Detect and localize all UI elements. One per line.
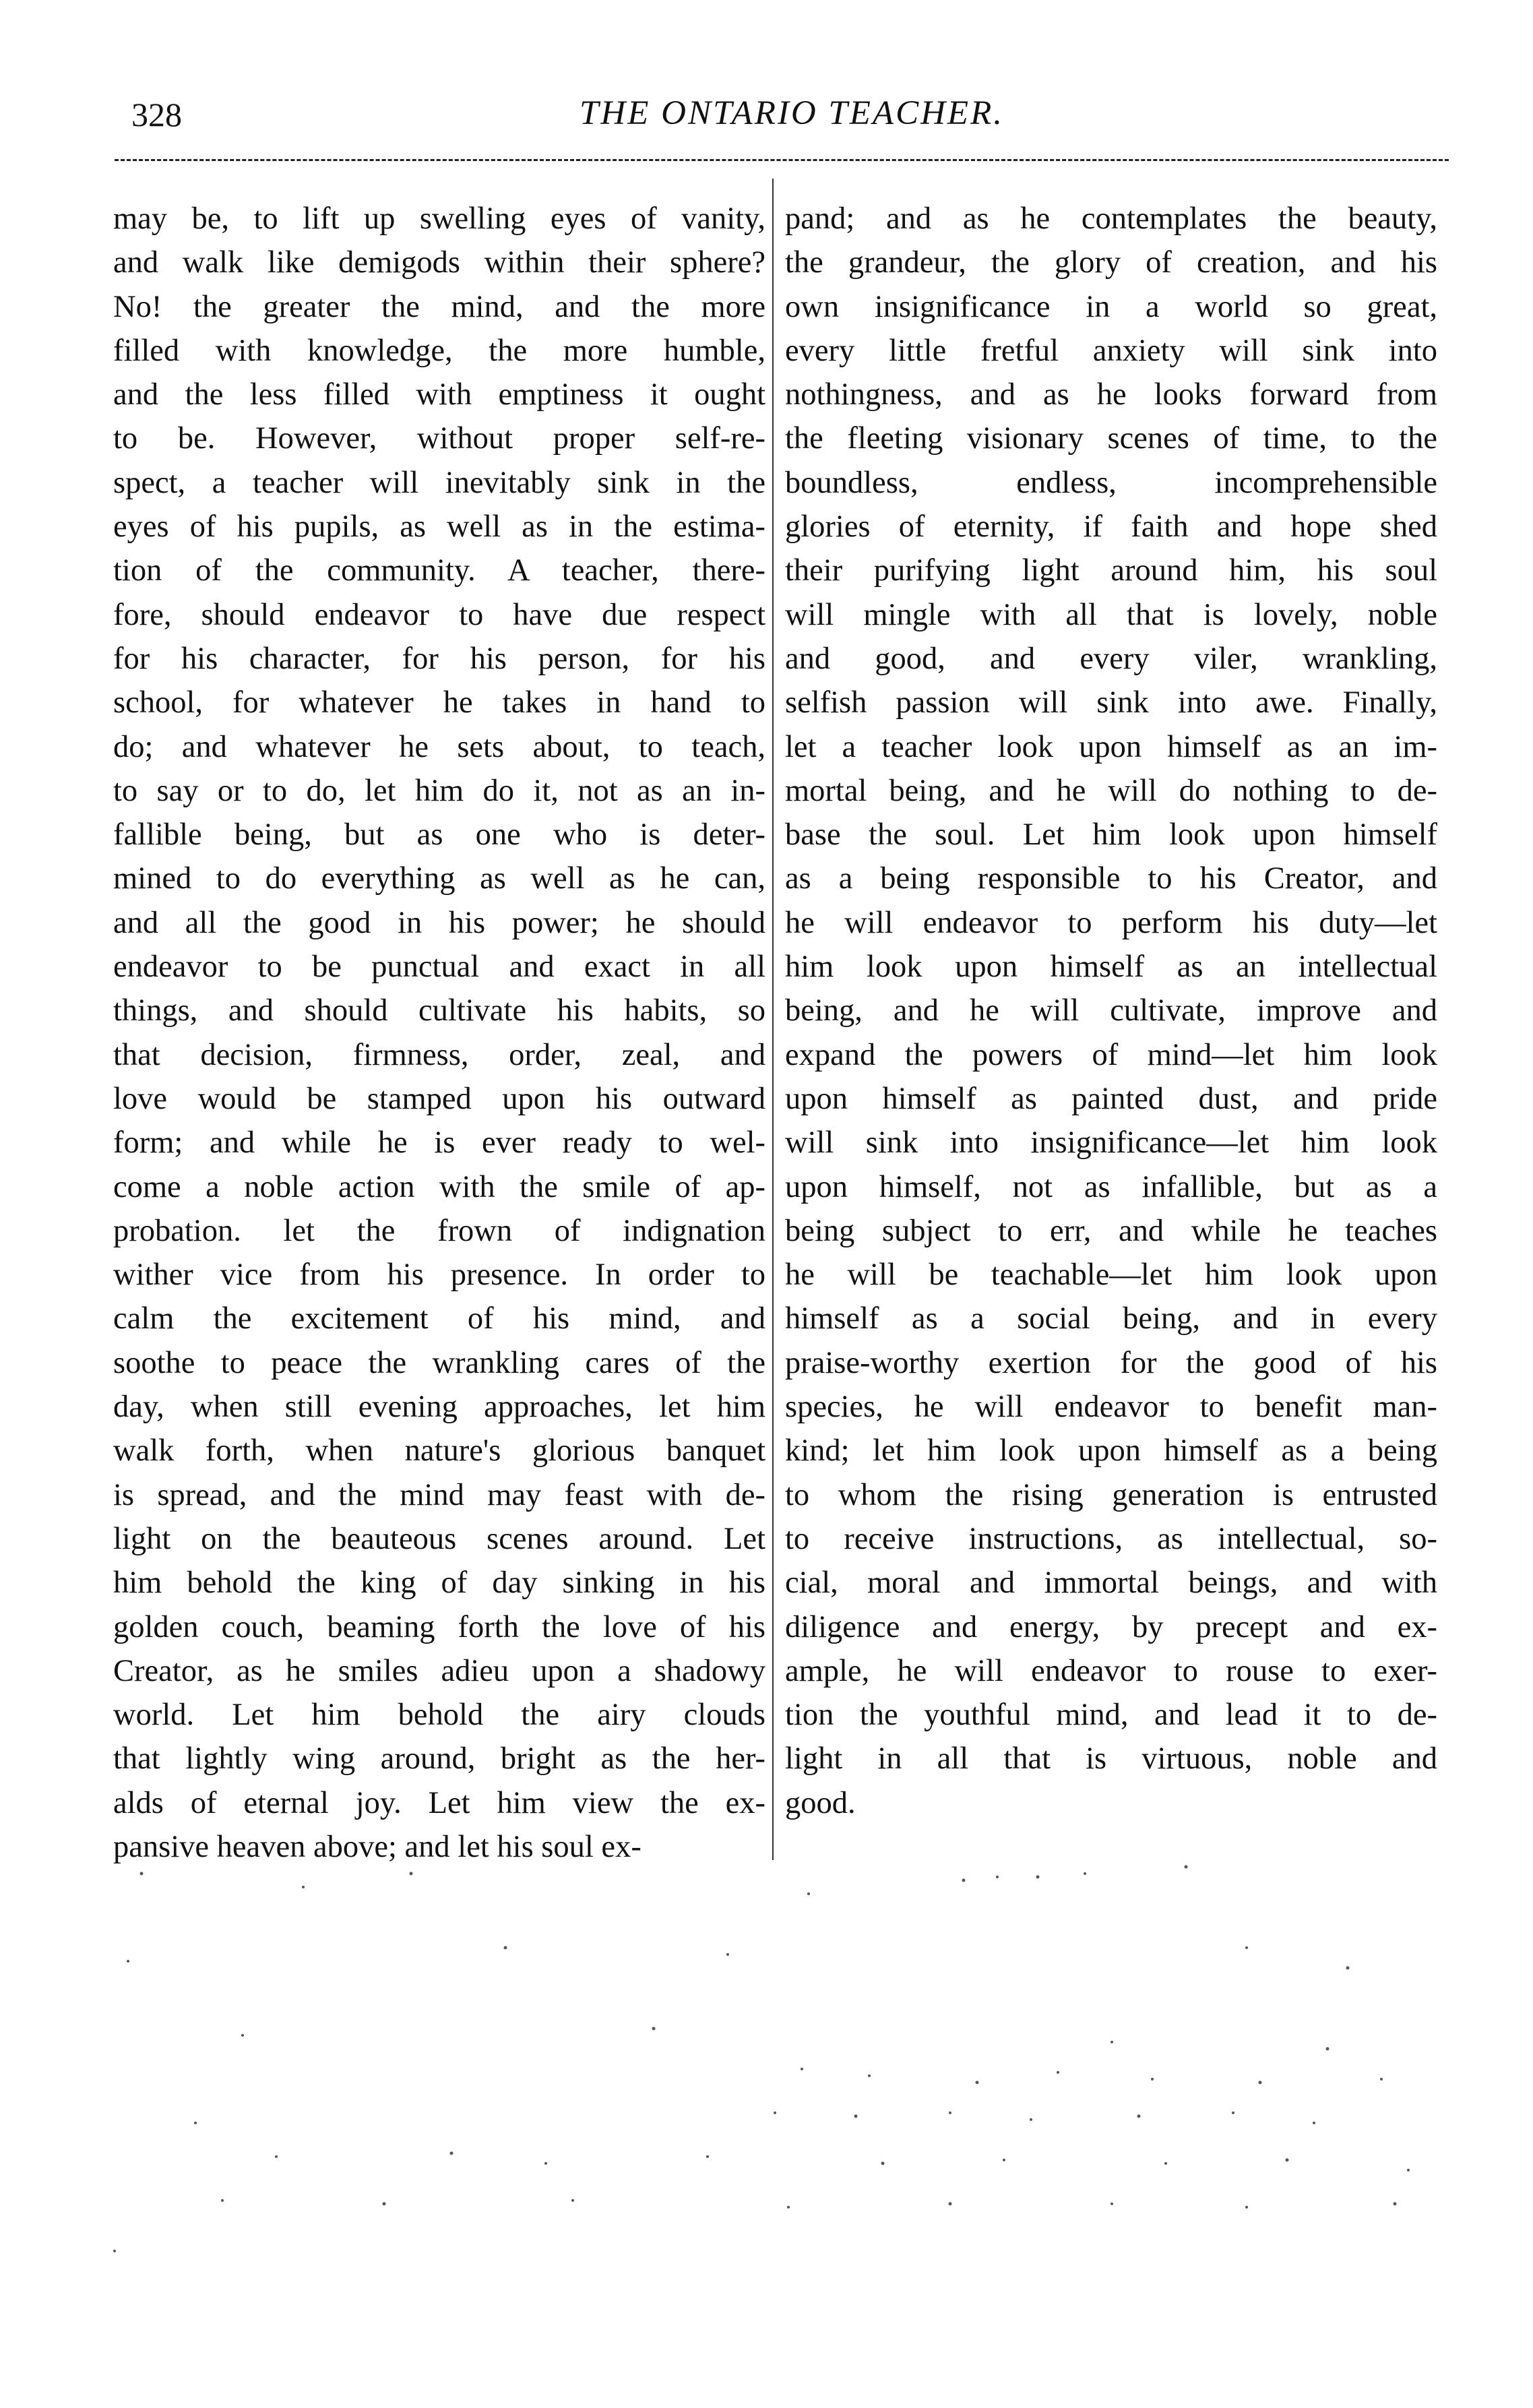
text-line: fallible being, but as one who is deter- — [113, 817, 765, 853]
right-text-column — [785, 197, 1437, 1825]
text-line: calm the excitement of his mind, and — [113, 1301, 765, 1336]
text-line: glories of eternity, if faith and hope shed — [785, 510, 1437, 545]
header-rule — [115, 159, 1449, 161]
text-line: pand; and as he contemplates the beauty, — [785, 202, 1437, 236]
text-line: wither vice from his presence. In order to — [113, 1258, 765, 1293]
text-line: cial, moral and immortal beings, and with — [785, 1566, 1437, 1601]
text-line: and walk like demigods within their sphere? — [113, 245, 765, 280]
text-line: to say or to do, let him do it, not as an in- — [113, 773, 765, 808]
text-line: eyes of his pupils, as well as in the estima- — [113, 510, 765, 545]
text-line: praise-worthy exertion for the good of his — [785, 1345, 1437, 1380]
text-line: expand the powers of mind—let him look — [785, 1037, 1437, 1072]
text-line: him look upon himself as an intellectual — [785, 950, 1437, 985]
text-line: will sink into insignificance—let him look — [785, 1125, 1437, 1161]
text-line: himself as a social being, and in every — [785, 1301, 1437, 1336]
text-line: for his character, for his person, for his — [113, 641, 765, 676]
text-line: alds of eternal joy. Let him view the ex- — [113, 1785, 765, 1820]
text-line: spect, a teacher will inevitably sink in the — [113, 465, 765, 500]
text-line: and the less filled with emptiness it ought — [113, 377, 765, 412]
text-line: he will be teachable—let him look upon — [785, 1258, 1437, 1293]
text-line: selfish passion will sink into awe. Finally, — [785, 685, 1437, 720]
text-line: boundless, endless, incomprehensible — [785, 465, 1437, 500]
text-line: upon himself, not as infallible, but as a — [785, 1169, 1437, 1204]
text-line: walk forth, when nature's glorious banquet — [113, 1433, 765, 1469]
text-line: love would be stamped upon his outward — [113, 1081, 765, 1116]
text-line: golden couch, beaming forth the love of his — [113, 1609, 765, 1644]
text-line: Creator, as he smiles adieu upon a shadowy — [113, 1653, 765, 1688]
text-line: mined to do everything as well as he can, — [113, 861, 765, 896]
text-line: let a teacher look upon himself as an im- — [785, 729, 1437, 764]
text-line: and all the good in his power; he should — [113, 905, 765, 940]
text-line: filled with knowledge, the more humble, — [113, 333, 765, 368]
text-line: school, for whatever he takes in hand to — [113, 685, 765, 720]
text-line: endeavor to be punctual and exact in all — [113, 950, 765, 985]
text-line: ample, he will endeavor to rouse to exer- — [785, 1653, 1437, 1688]
text-line: world. Let him behold the airy clouds — [113, 1698, 765, 1733]
text-line: form; and while he is ever ready to wel- — [113, 1125, 765, 1161]
page-number: 328 — [131, 96, 182, 133]
running-title: THE ONTARIO TEACHER. — [580, 94, 1004, 132]
text-line: is spread, and the mind may feast with de- — [113, 1477, 765, 1512]
text-line: tion of the community. A teacher, there- — [113, 553, 765, 588]
text-line: their purifying light around him, his soul — [785, 553, 1437, 588]
text-line: may be, to lift up swelling eyes of vanity, — [113, 202, 765, 236]
text-line: come a noble action with the smile of ap- — [113, 1169, 765, 1204]
text-line: will mingle with all that is lovely, noble — [785, 597, 1437, 632]
text-line: kind; let him look upon himself as a being — [785, 1433, 1437, 1469]
text-line: he will endeavor to perform his duty—let — [785, 905, 1437, 940]
text-line: light on the beauteous scenes around. Let — [113, 1521, 765, 1556]
text-line: that decision, firmness, order, zeal, and — [113, 1037, 765, 1072]
text-line: diligence and energy, by precept and ex- — [785, 1609, 1437, 1644]
text-line: and good, and every viler, wrankling, — [785, 641, 1437, 676]
text-line: do; and whatever he sets about, to teach, — [113, 729, 765, 764]
column-divider — [772, 179, 774, 1860]
text-line: the fleeting visionary scenes of time, to the — [785, 421, 1437, 456]
text-line: being subject to err, and while he teaches — [785, 1213, 1437, 1248]
text-line: to be. However, without proper self-re- — [113, 421, 765, 456]
text-line: No! the greater the mind, and the more — [113, 289, 765, 324]
text-line: good. — [785, 1785, 856, 1820]
text-line: the grandeur, the glory of creation, and his — [785, 245, 1437, 280]
text-line: mortal being, and he will do nothing to de- — [785, 773, 1437, 808]
text-line: light in all that is virtuous, noble and — [785, 1741, 1437, 1777]
text-line: fore, should endeavor to have due respect — [113, 597, 765, 632]
text-line: that lightly wing around, bright as the her- — [113, 1741, 765, 1777]
text-line: species, he will endeavor to benefit man- — [785, 1390, 1437, 1425]
text-line: tion the youthful mind, and lead it to de- — [785, 1698, 1437, 1733]
text-line: soothe to peace the wrankling cares of the — [113, 1345, 765, 1380]
text-line: base the soul. Let him look upon himself — [785, 817, 1437, 853]
text-line: him behold the king of day sinking in his — [113, 1566, 765, 1601]
text-line: every little fretful anxiety will sink into — [785, 333, 1437, 368]
text-line: being, and he will cultivate, improve and — [785, 993, 1437, 1028]
bleed-through-specks — [101, 1847, 1449, 2264]
left-text-column — [113, 197, 765, 1869]
text-line: probation. let the frown of indignation — [113, 1213, 765, 1248]
text-line: pansive heaven above; and let his soul ex- — [113, 1829, 642, 1864]
text-line: things, and should cultivate his habits, so — [113, 993, 765, 1028]
text-line: day, when still evening approaches, let him — [113, 1390, 765, 1425]
text-line: as a being responsible to his Creator, and — [785, 861, 1437, 896]
text-line: to whom the rising generation is entrusted — [785, 1477, 1437, 1512]
text-line: upon himself as painted dust, and pride — [785, 1081, 1437, 1116]
text-line: to receive instructions, as intellectual, so- — [785, 1521, 1437, 1556]
text-line: own insignificance in a world so great, — [785, 289, 1437, 324]
text-line: nothingness, and as he looks forward from — [785, 377, 1437, 412]
